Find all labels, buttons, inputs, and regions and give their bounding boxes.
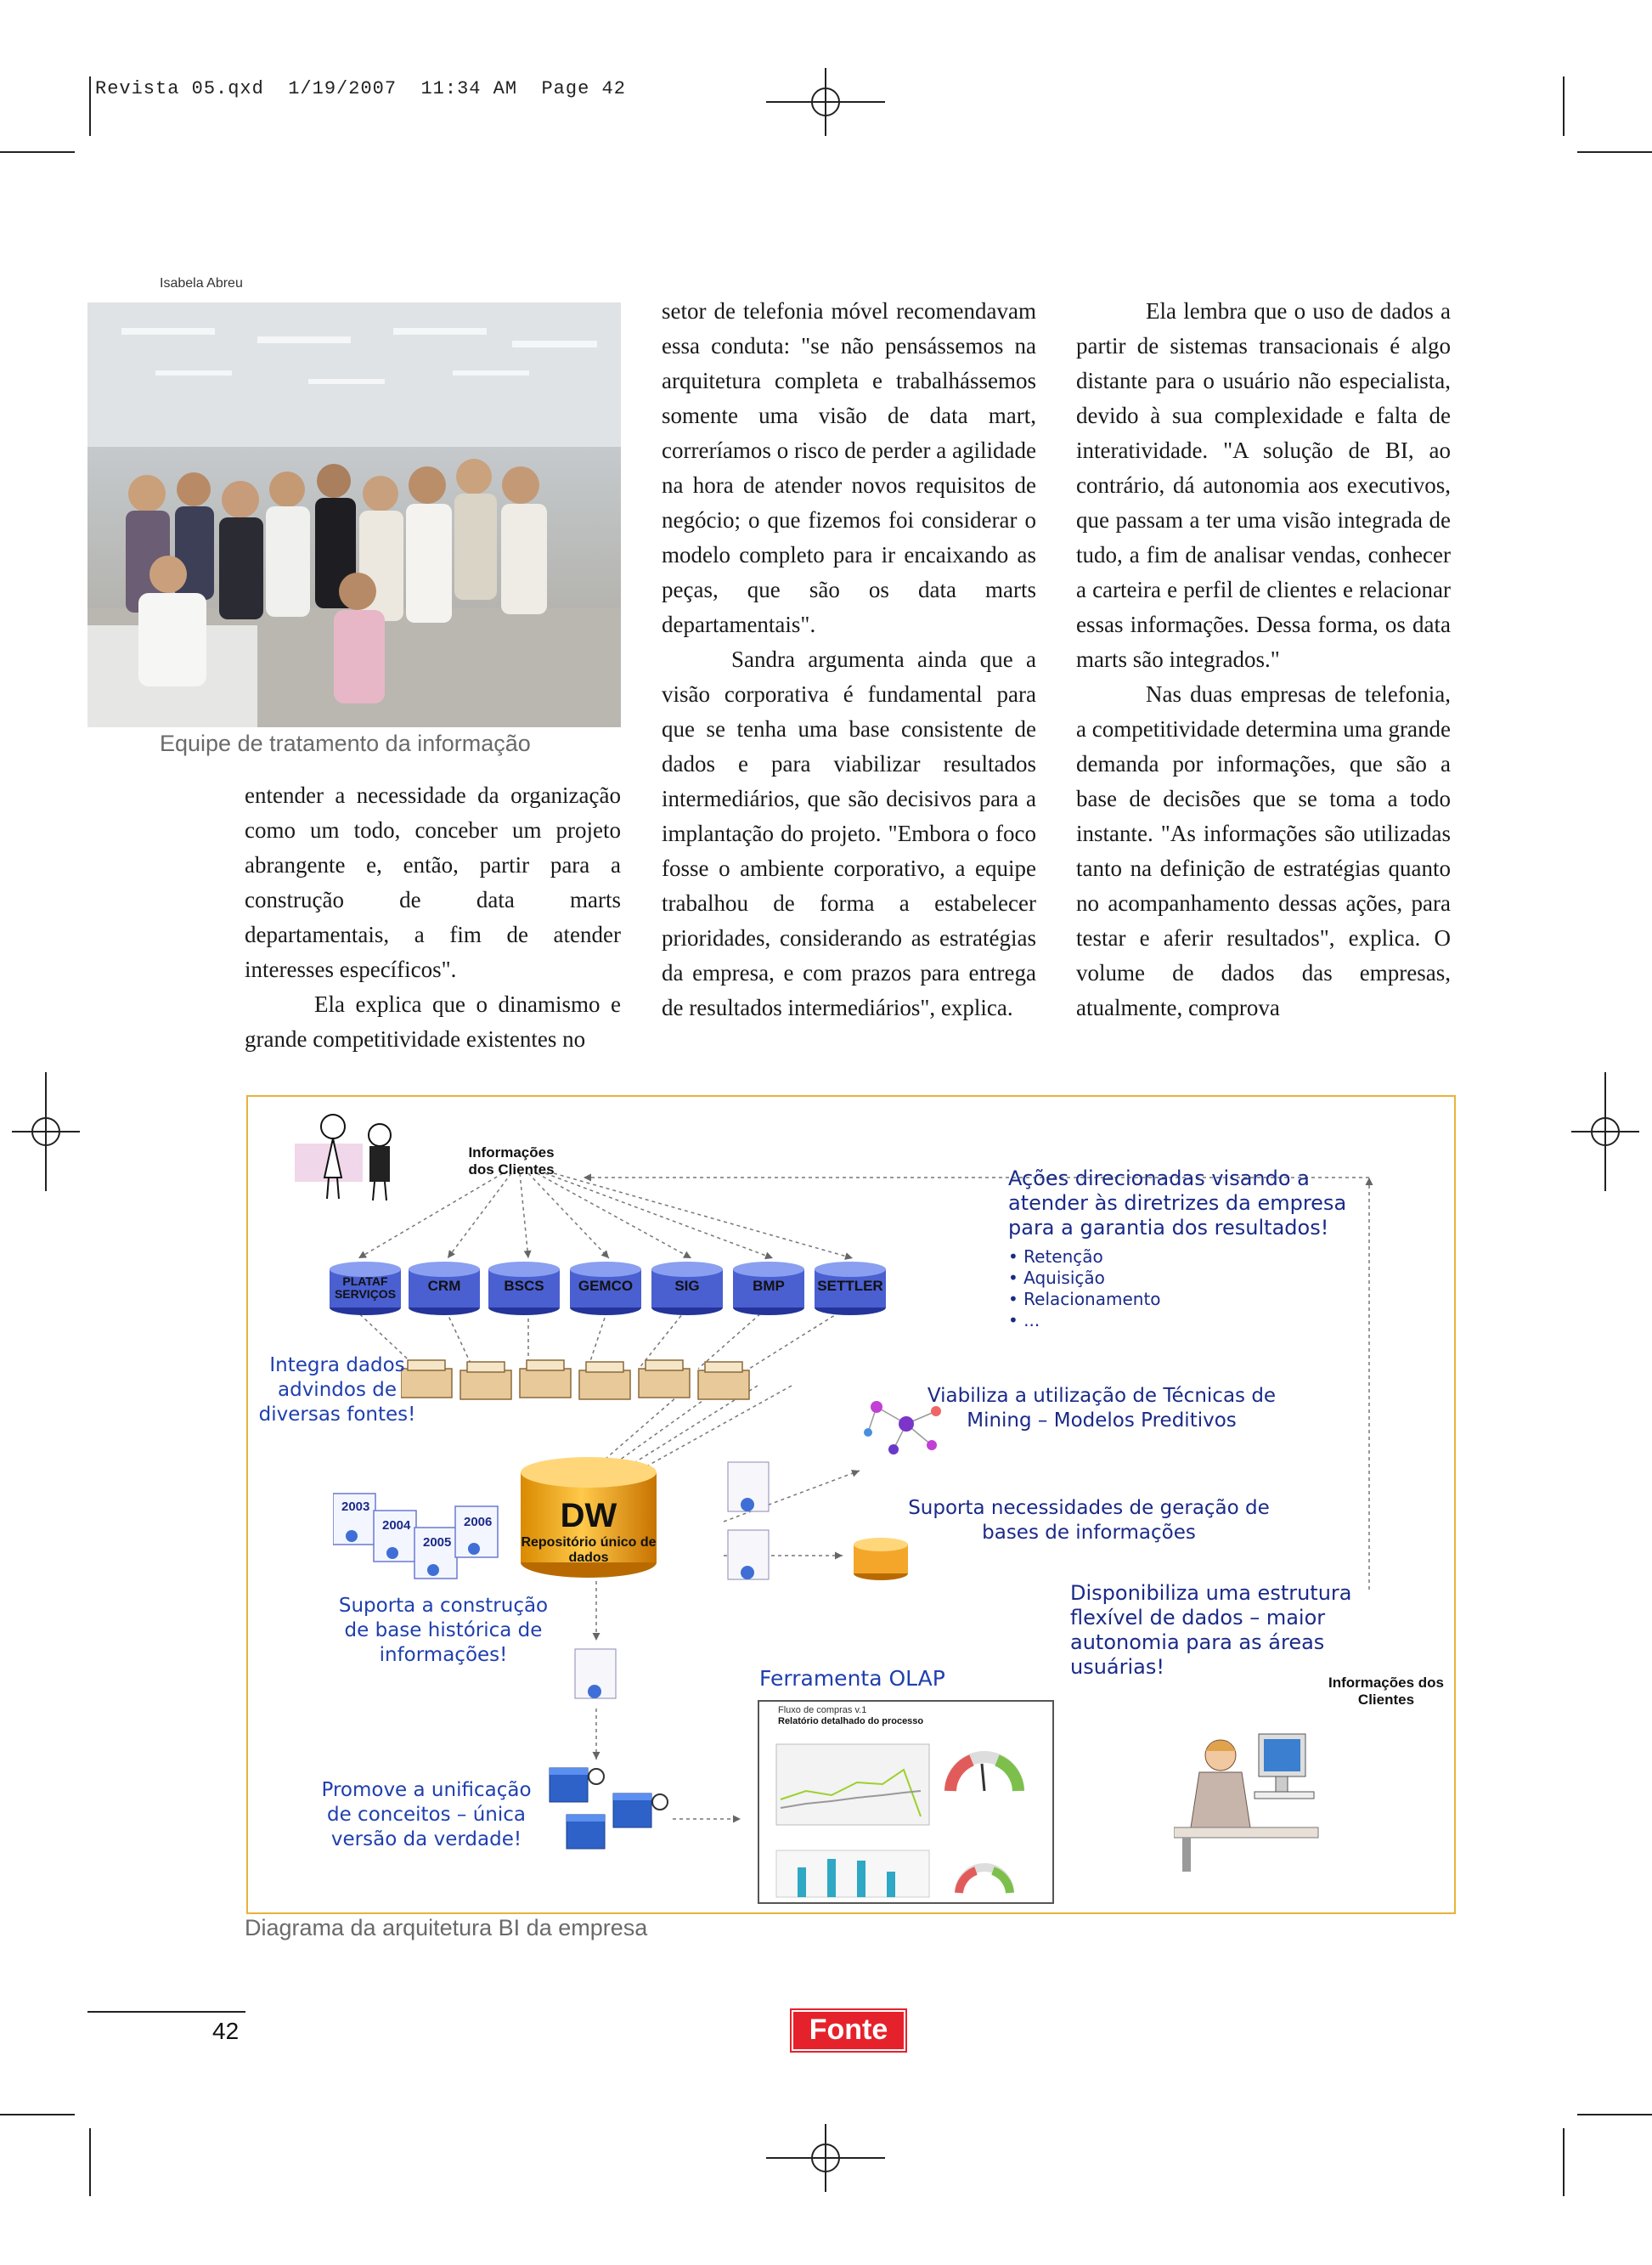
paragraph: entender a necessidade da organização como um todo, conceber um projeto abrangente e, então, partir para a construção de data marts departamentais, a fim de atender interesses específicos". (245, 782, 621, 982)
info-clientes-bottom-label: Informações dos Clientes (1328, 1675, 1445, 1708)
suporta-historica-label: Suporta a construção de base histórica de informações! (338, 1595, 549, 1666)
source-cylinder (488, 1260, 561, 1316)
photo-credit: Isabela Abreu (160, 276, 243, 291)
diagram-caption: Diagrama da arquitetura BI da empresa (245, 1915, 648, 1940)
acoes-list (1008, 1246, 1161, 1331)
source-label: SIG (674, 1278, 700, 1294)
paragraph: Ela lembra que o uso de dados a partir de sistemas transacionais é algo distante para o usuário não especialista, devido à sua complexidade e falta de interatividade. "A solução de BI, ao contrário, dá autonomia aos executivos, que passam a ter uma visão integrada de tudo, a fim de analisar vendas, conhecer a carteira e perfil de clientes e relacionar essas informações. Dessa forma, os data marts são integrados." (1076, 298, 1451, 672)
dw-title: DW (560, 1497, 617, 1534)
mining-label: Viabiliza a utilização de Técnicas de Mining – Modelos Preditivos (927, 1385, 1277, 1432)
source-cylinder (814, 1260, 887, 1316)
paragraph: Nas duas empresas de telefonia, a competitividade determina uma grande demanda por informações, que são a base de decisões que se toma a todo instante. "As informações são utilizadas tanto na definição de estratégias quanto no acompanhamento dessas ações, para testar e aferir resultados", explica. O volume de dados das empresas, atualmente, comprova (1076, 681, 1451, 1020)
year-label: 2006 (464, 1515, 493, 1529)
registration-mark-top (766, 68, 885, 136)
photo-caption: Equipe de tratamento da informação (160, 731, 531, 756)
source-cylinder (408, 1260, 481, 1316)
suporta-geracao-label: Suporta necessidades de geração de bases de informações (908, 1497, 1270, 1544)
team-photo (87, 302, 621, 727)
text-column-3 (1076, 294, 1451, 1025)
source-label: BMP (753, 1278, 785, 1294)
source-label: PLATAF SERVIÇOS (334, 1274, 397, 1301)
paragraph: Sandra argumenta ainda que a visão corporativa é fundamental para que se tenha uma base consistente de dados e para viabilizar resultados intermediários, que são decisivos para a implantação do projeto. "Embora o foco fosse o ambiente corporativo, a equipe trabalhou de forma a estabelecer prioridades, considerando as estratégias da empresa, e com prazos para entrega de resultados intermediários", explica. (662, 647, 1036, 1020)
paragraph: setor de telefonia móvel recomendavam essa conduta: "se não pensássemos na arquitetura completa e trabalhássemos somente uma visão de data mart, correríamos o risco de perder a agilidade na hora de atender novos requisitos de negócio; o que fizemos foi considerar o modelo completo para ir encaixando as peças, que são os data marts departamentais". (662, 298, 1036, 637)
year-label: 2003 (341, 1500, 370, 1514)
page-number: 42 (212, 2018, 240, 2044)
bi-architecture-diagram (246, 1095, 1456, 1914)
user-at-computer-illustration (1174, 1709, 1327, 1878)
people-illustration (295, 1105, 422, 1207)
year-label: 2005 (423, 1535, 452, 1550)
source-label: BSCS (504, 1278, 544, 1294)
info-clientes-top-label: Informações dos Clientes (468, 1144, 555, 1178)
footer-rule (87, 2011, 245, 2013)
olap-title: Ferramenta OLAP (759, 1666, 945, 1691)
registration-mark-bottom (766, 2124, 885, 2192)
disponibiliza-label: Disponibiliza uma estrutura flexível de dados – maior autonomia para as áreas usuárias! (1070, 1581, 1352, 1679)
slug-line: Revista 05.qxd 1/19/2007 11:34 AM Page 42 (95, 78, 626, 99)
source-label: CRM (427, 1278, 461, 1294)
acoes-item: • ... (1008, 1310, 1040, 1330)
source-cylinder (651, 1260, 724, 1316)
source-cylinder (732, 1260, 805, 1316)
dw-subtitle: Repositório único de dados (521, 1535, 657, 1565)
olap-cubes-icon (533, 1759, 668, 1861)
registration-mark-left (12, 1072, 80, 1191)
document-icon (724, 1526, 775, 1585)
acoes-item: • Relacionamento (1008, 1289, 1161, 1309)
acoes-item: • Retenção (1008, 1246, 1103, 1267)
document-icon (571, 1645, 622, 1704)
paragraph: Ela explica que o dinamismo e grande competitividade existentes no (245, 991, 621, 1052)
olap-report-title: Fluxo de compras v.1 (778, 1705, 867, 1715)
acoes-item: • Aquisição (1008, 1268, 1105, 1288)
fonte-logo: Fonte (792, 2010, 905, 2051)
year-label: 2004 (382, 1518, 411, 1533)
olap-report-screenshot (758, 1700, 1054, 1904)
acoes-title: Ações direcionadas visando a atender às diretrizes da empresa para a garantia dos resultados! (1008, 1166, 1347, 1240)
source-cylinder (569, 1260, 642, 1316)
source-label: GEMCO (578, 1278, 634, 1294)
text-column-2 (662, 294, 1036, 1025)
source-cylinder (329, 1260, 402, 1316)
source-label: SETTLER (817, 1278, 883, 1294)
promove-label: Promove a unificação de conceitos – única versão da verdade! (321, 1779, 532, 1850)
registration-mark-right (1571, 1072, 1639, 1191)
document-icon (724, 1458, 775, 1517)
text-column-1 (245, 778, 621, 1057)
integra-label: Integra dados advindos de diversas fontes! (258, 1354, 416, 1426)
etl-folders-icon (401, 1352, 800, 1403)
olap-report-subtitle: Relatório detalhado do processo (778, 1716, 924, 1726)
